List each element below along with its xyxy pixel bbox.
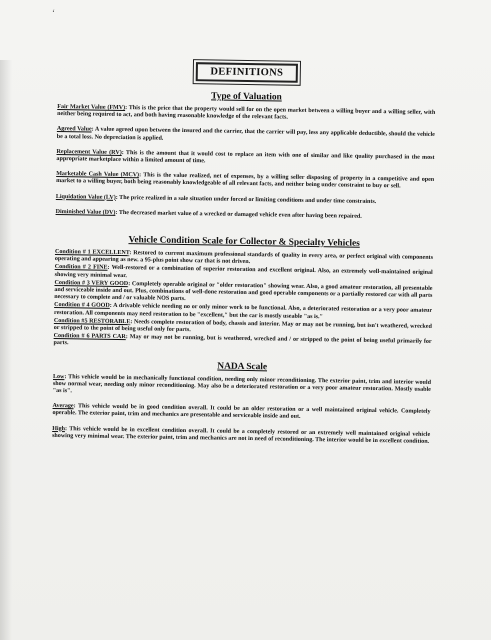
condition-definition-term: Condition # 3 VERY GOOD — [54, 279, 129, 287]
scan-edge-shadow — [0, 60, 12, 640]
nada-definition-text: : This vehicle would be in excellent condition overall. It could be a completely restored or an extremely well maintained original vehicle showing very minimal wear. The exterior paint, trim and mechanics are not in need of reconditioning. The interior would be in excellent condition. — [52, 425, 431, 445]
condition-list — [53, 249, 433, 354]
condition-definition-text: : A drivable vehicle needing no or only minor work to be functional. Also, a deteriorated restoration or a very poor amateur restoration. All components may need restoration to be "excellent," but the car is mostly useable "as is." — [53, 303, 433, 320]
valuation-definition — [56, 171, 434, 191]
condition-definition-term: Condition # 6 PARTS CAR — [53, 333, 126, 341]
valuation-definition-text: : A value agreed upon between the insured and the carrier, that the carrier will pay, less any applicable deductible, should the vehicle be a total loss. No depreciation is applied. — [56, 126, 435, 142]
condition-definition-text: : Restored to current maximum professional standards of quality in every area, or perfect original with components operating and appearing as new. a 95-plus point show car that is not driven. — [54, 250, 433, 266]
valuation-definition-term: Marketable Cash Value (MCV) — [56, 171, 140, 179]
condition-definition-term: Condition # 2 FINE — [54, 264, 108, 272]
valuation-definition — [56, 149, 434, 169]
valuation-definition-term: Agreed Value — [56, 126, 92, 133]
condition-heading: Vehicle Condition Scale for Collector & Specialty Vehicles — [128, 235, 360, 249]
nada-definition — [52, 403, 430, 423]
valuation-list — [56, 104, 436, 222]
condition-definition-text: : Needs complete restoration of body, chassis and interior. May or may not be running, but isn't weathered, wrecked or stripped to the point of being useful only for parts. — [53, 319, 432, 334]
condition-definition-term: Condition # 4 GOOD — [54, 302, 110, 310]
condition-definition-term: Condition #5 RESTORABLE — [53, 317, 131, 326]
valuation-definition-text: : This is the amount that it would cost to replace an item with one of similar and like quality purchased in the most appropriate marketplace within a limited amount of time. — [56, 149, 435, 165]
nada-definition-text: : This vehicle would be in good condition overall. It could be an older restoration or a well maintained original vehicle. Completely operable. The exterior paint, trim and mechanics are presentable and serviceable inside and out. — [52, 403, 431, 421]
valuation-definition-term: Liquidation Value (LV) — [55, 193, 116, 201]
valuation-definition-term: Replacement Value (RV) — [56, 148, 122, 156]
nada-list — [52, 374, 431, 446]
condition-definition-text: : Completely operable original or "older restoration" showing wear. Also, a good amateur restoration, all presentable and serviceable inside and out. Plus, combinations of well-done restoration and good operable components or a partially restored car with all parts necessary to complete and / or valuable NOS parts. — [54, 280, 433, 303]
valuation-definition — [57, 104, 435, 124]
nada-definition-term: High — [52, 425, 66, 432]
document-content — [52, 60, 436, 454]
nada-definition — [52, 426, 430, 446]
nada-definition — [53, 374, 431, 402]
scan-mark: ‘ — [52, 8, 55, 18]
valuation-definition — [57, 126, 435, 146]
condition-definition-text: : Well-restored or a combination of superior restoration and excellent original. Also, an extremely well-maintained original showing very minimal wear. — [54, 265, 433, 279]
nada-definition-text: : This vehicle would be in mechanically functional condition, needing only minor reconditioning. The exterior paint, trim and interior would show normal wear, needing only minor reconditioning. May also be a deteriorated restoration or a very poor amateur restoration. Mostly usable "as is". — [52, 373, 432, 395]
valuation-definition-term: Diminished Value (DV) — [55, 208, 116, 216]
valuation-definition-text: : The decreased market value of a wrecked or damaged vehicle even after having been repaired. — [115, 209, 362, 220]
condition-definition-text: : May or may not be running, but is weathered, wrecked and / or stripped to the point of being useful primarily for parts. — [53, 334, 432, 347]
valuation-definition-text: : This is the price that the property would sell for on the open market between a willing buyer and a willing seller, with neither being required to act, and both having reasonable knowledge of the relevant facts. — [57, 105, 436, 121]
condition-definition-term: Condition # 1 EXCELLENT — [54, 249, 130, 257]
valuation-definition-text: : This is the value realized, net of expenses, by a willing seller disposing of property in a competitive and open market to a willing buyer, both being reasonably knowledgeable of all relevant facts, and neither being under constraint to buy or sell. — [56, 172, 435, 190]
nada-definition-term: Low — [52, 373, 65, 380]
valuation-definition — [56, 209, 434, 222]
nada-definition-term: Average — [52, 403, 74, 410]
valuation-definition-text: : The price realized in a sale situation under forced or limiting conditions and under time constraints. — [115, 194, 377, 205]
valuation-definition-term: Fair Market Value (FMV) — [57, 103, 126, 112]
nada-heading: NADA Scale — [217, 361, 268, 372]
page-title: DEFINITIONS — [196, 62, 298, 83]
valuation-definition — [56, 194, 434, 207]
valuation-heading: Type of Valuation — [211, 91, 282, 103]
